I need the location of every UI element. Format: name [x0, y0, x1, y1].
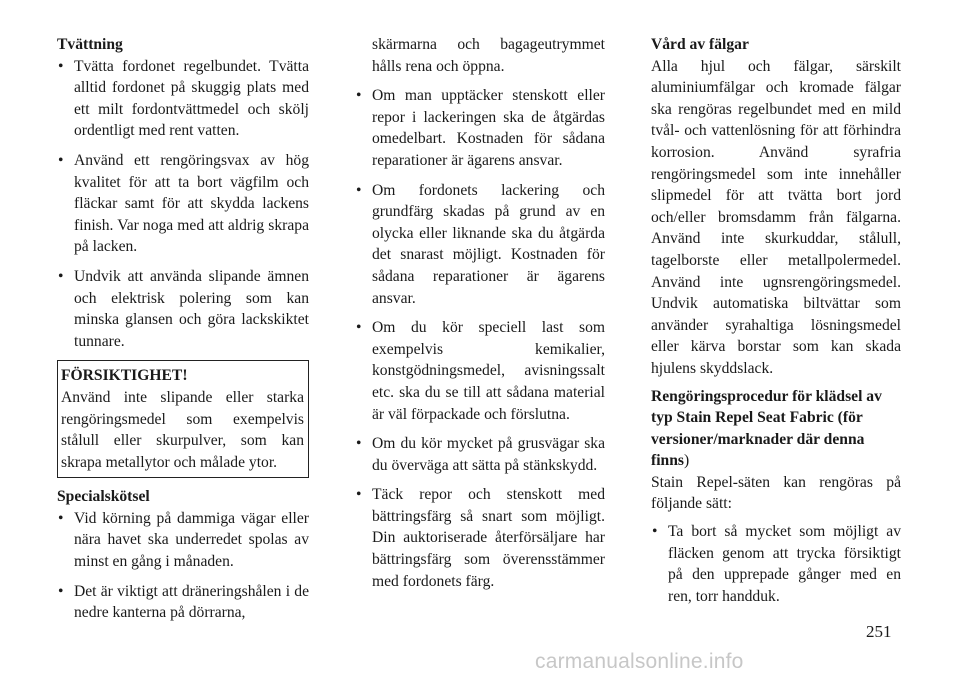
- continued-text: skärmarna och bagageutrymmet hålls rena och öppna.: [372, 36, 605, 75]
- bullet-icon: •: [356, 319, 362, 337]
- list-item: • Ta bort så mycket som möjligt av fläcken genom att trycka försiktigt på den upprepade gånger med en ren, torr handduk.: [652, 523, 901, 605]
- list-item: • Täck repor och stenskott med bättringsfärg så snart som möjligt. Din auktoriserade återförsäljare har bättringsfärg som överensstämmer med fordonets färg.: [356, 486, 605, 590]
- caution-box: [57, 360, 309, 478]
- list-item: • Undvik att använda slipande ämnen och elektrisk polering som kan minska glansen och göra lackskiktet tunnare.: [58, 267, 309, 350]
- watermark-logo: carmanualsonline.info: [535, 650, 744, 673]
- column-middle: [355, 34, 605, 600]
- list-item: • Vid körning på dammiga vägar eller nära havet ska underredet spolas av minst en gång i månaden.: [58, 509, 309, 571]
- list-item: • Om du kör mycket på grusvägar ska du överväga att sätta på stänkskydd.: [356, 435, 605, 474]
- list-item: • Om fordonets lackering och grundfärg skadas på grund av en olycka eller liknande ska du åtgärda det snarast möjligt. Kostnaden för sådana reparationer är ägarens ansvar.: [356, 181, 605, 307]
- wheel-care-text: Alla hjul och fälgar, särskilt aluminiumfälgar och kromade fälgar ska rengöras regelbundet med en mild tvål- och vattenlösning för att förhindra korrosion. Använd syrafria rengöringsmedel som inte innehåller slipmedel för att tvätta bort jord och/eller bromsdamm från fälgarna. Använd inte skurkuddar, stålull, tagelborste eller metallpolermedel. Använd inte ugnsrengöringsmedel. Undvik automatiska biltvättar som använder syrahaltiga lösningsmedel eller kärva borstar som kan skada hjulens skyddslack.: [651, 57, 901, 377]
- special-care-list-continued: [355, 85, 605, 592]
- bullet-icon: •: [58, 151, 64, 169]
- stain-repel-intro: Stain Repel-säten kan rengöras på följande sätt:: [651, 473, 901, 513]
- column-right: [651, 34, 901, 615]
- column-left: [57, 34, 309, 632]
- heading-stain-repel: Rengöringsprocedur för klädsel av typ Stain Repel Seat Fabric (för versioner/marknader där denna finns): [651, 387, 882, 470]
- bullet-icon: •: [356, 435, 362, 453]
- list-item: • Tvätta fordonet regelbundet. Tvätta alltid fordonet på skuggig plats med ett milt fordontvättmedel och skölj ordentligt med rent vatten.: [58, 57, 309, 140]
- caution-text: Använd inte slipande eller starka rengöringsmedel som exempelvis stålull eller skurpulver, som kan skrapa metallytor och målade ytor.: [61, 388, 304, 471]
- stain-repel-list: [651, 521, 901, 607]
- list-item: • Om du kör speciell last som exempelvis kemikalier, konstgödningsmedel, avisningssalt etc. ska du se till att sådana material är väl förpackade och förslutna.: [356, 319, 605, 423]
- bullet-icon: •: [652, 523, 658, 541]
- list-item: • Använd ett rengöringsvax av hög kvalitet för att ta bort vägfilm och fläckar samt för att skydda lackens finish. Var noga med att aldrig skrapa på lacken.: [58, 151, 309, 256]
- heading-special-care: Specialskötsel: [57, 488, 150, 506]
- page-number: 251: [866, 622, 892, 641]
- bullet-icon: •: [356, 181, 362, 199]
- bullet-icon: •: [356, 87, 362, 105]
- bullet-icon: •: [356, 486, 362, 504]
- caution-title: FÖRSIKTIGHET!: [61, 367, 188, 385]
- heading-washing: Tvättning: [57, 36, 123, 53]
- special-care-list: [57, 508, 309, 624]
- washing-list: [57, 56, 309, 353]
- bullet-icon: •: [58, 267, 64, 285]
- bullet-icon: •: [58, 509, 64, 527]
- bullet-icon: •: [58, 582, 64, 600]
- list-item: • Om man upptäcker stenskott eller repor i lackeringen ska de åtgärdas omedelbart. Kostnaden för sådana reparationer är ägarens ansvar.: [356, 87, 605, 169]
- bullet-icon: •: [58, 57, 64, 75]
- list-item: • Det är viktigt att dräneringshålen i de nedre kanterna på dörrarna,: [58, 582, 309, 622]
- heading-wheel-care: Vård av fälgar: [651, 36, 749, 53]
